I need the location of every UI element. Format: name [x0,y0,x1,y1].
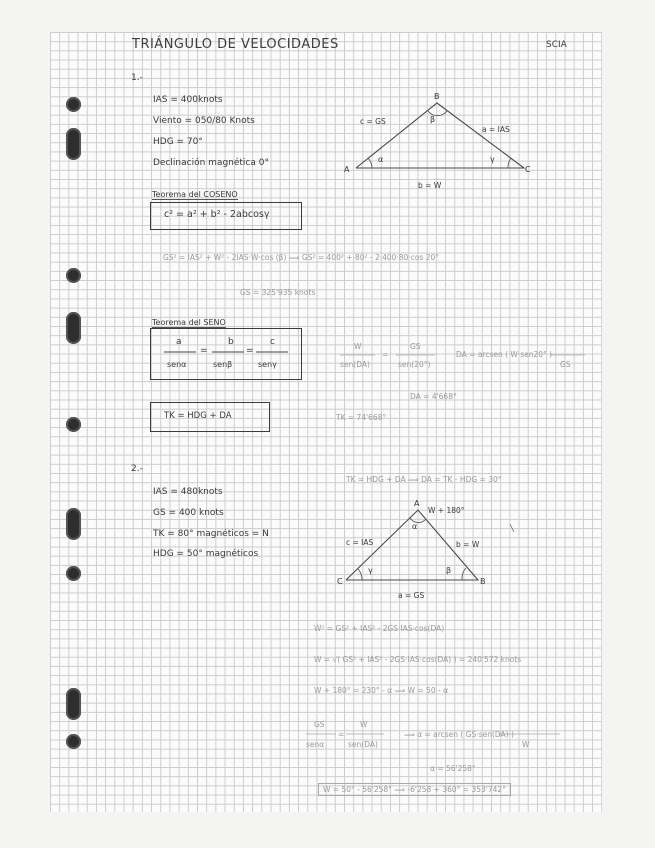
side-b-label-2: b = W [456,540,480,549]
sine-num-b: b [228,337,234,347]
angle-gamma-2: γ [368,566,373,575]
eq5-numerator-gs: GS [314,720,325,729]
vertex-A: A [344,165,350,174]
gs-result: GS = 325'935 knots [240,288,316,297]
sine-calc-w: W [354,342,362,351]
eq5-den-1: senα [306,740,325,749]
section-2-number: 2.- [131,464,143,474]
gs-value-2: GS = 400 knots [153,508,224,518]
equals-sign: = [338,730,345,739]
page-title: TRIÁNGULO DE VELOCIDADES [132,37,339,52]
vertex-B-2: B [480,577,486,586]
wind-value: Viento = 050/80 Knots [153,116,255,126]
sine-num-a: a [176,337,182,347]
sine-calc-result: DA = arcsen ( W·sen20° ) [456,350,553,359]
equals-sign: = [382,350,389,359]
alpha-arcsin-equation: ⟹ α = arcsen ( GS·sen(DA) ) [404,730,514,739]
tk-result: TK = 74'668° [336,413,387,422]
da-equation: TK = HDG + DA ⟹ DA = TK - HDG = 30° [346,475,502,484]
eq5-den-2: sen(DA) [348,740,378,749]
sine-calc-den1: sen(DA) [340,360,370,369]
declination-value: Declinación magnética 0° [153,158,269,168]
wind-cosine-equation: W² = GS² + IAS² - 2GS·IAS·cos(DA) [314,624,445,633]
cosine-formula: c² = a² + b² - 2abcosγ [164,209,270,220]
angle-alpha: α [378,155,384,164]
da-result: DA = 4'668° [410,392,457,401]
ias-value: IAS = 400knots [153,95,223,105]
final-wind-direction: W = 50° - 56'258° ⟹ -6'258 + 360° = 353'742° [318,783,511,796]
wind-speed-equation: W = √( GS² + IAS² - 2GS·IAS·cos(DA) ) = 240'572 knots [314,655,522,664]
cosine-calculation: GS² = IAS² + W² - 2IAS·W·cos (β) ⟹ GS² = 400² + 80² - 2·400·80·cos 20° [163,253,440,262]
w180-label: W + 180° [428,506,465,515]
vertex-B: B [434,92,440,101]
corner-note: SCIA [546,40,567,50]
hdg-value: HDG = 70° [153,137,203,147]
sine-calc-den2: sen(20°) [398,360,431,369]
equals-sign: = [246,346,254,356]
sine-num-c: c [270,337,275,347]
cosine-theorem-title: Teorema del COSENO [152,190,238,199]
tk-value-2: TK = 80° magnéticos = N [153,529,269,539]
angle-beta: β [430,115,436,124]
sine-calc-gs2: GS [560,360,571,369]
vertex-C: C [525,165,531,174]
angle-beta-2: β [446,566,452,575]
vertex-C-2: C [337,577,343,586]
tk-formula: TK = HDG + DA [164,411,232,421]
alpha-result: α = 56'258° [430,764,476,773]
vertex-A-2: A [414,499,420,508]
hdg-value-2: HDG = 50° magnéticos [153,549,259,559]
side-a-label-2: a = GS [398,591,425,600]
equals-sign: = [200,346,208,356]
side-b-label: b = W [418,181,442,190]
eq5-den-w: W [522,740,530,749]
eq5-numerator-w: W [360,720,368,729]
side-c-label: c = GS [360,117,386,126]
sine-den-a: senα [167,360,187,369]
ias-value-2: IAS = 480knots [153,487,223,497]
sine-den-c: senγ [258,360,277,369]
side-a-label: a = IAS [482,125,510,134]
sine-den-b: senβ [213,360,233,369]
angle-gamma: γ [490,155,495,164]
sine-calc-gs: GS [410,342,421,351]
wind-direction-equation: W + 180° = 230° - α ⟹ W = 50 - α [314,686,449,695]
angle-alpha-2: α [412,522,418,531]
side-c-label-2: c = IAS [346,538,374,547]
section-1-number: 1.- [131,73,143,83]
sine-theorem-title: Teorema del SENO [152,318,226,327]
